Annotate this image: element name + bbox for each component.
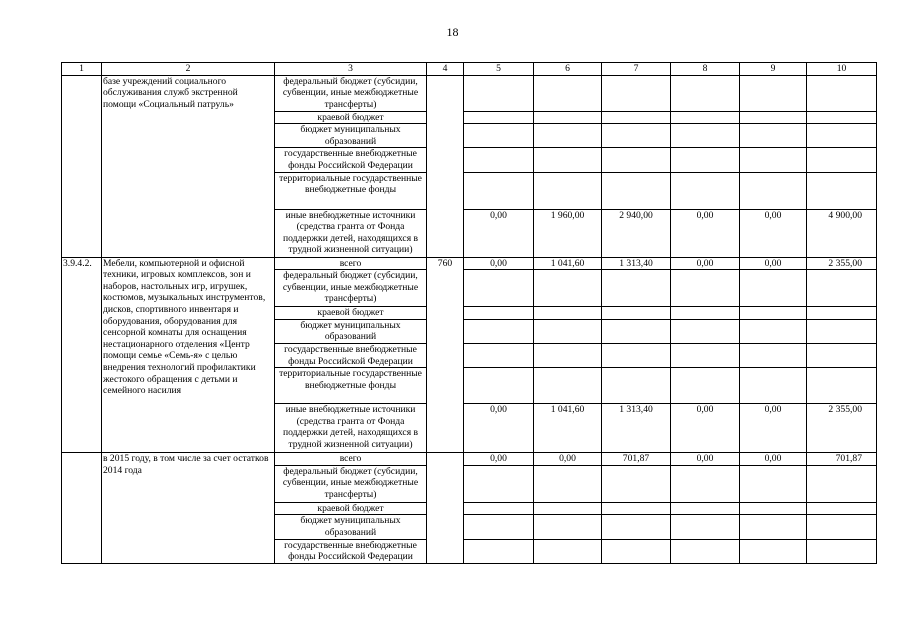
amount-cell-v6: [534, 465, 602, 502]
amount-cell-v7: [602, 75, 671, 111]
amount-cell-v5: 0,00: [464, 209, 534, 257]
amount-cell-v9: [740, 368, 807, 404]
column-header: 2: [102, 63, 275, 76]
amount-cell-v9: [740, 515, 807, 539]
amount-cell-v6: [534, 502, 602, 515]
amount-cell-v6: 1 041,60: [534, 257, 602, 270]
table-row: [62, 75, 877, 111]
amount-cell-v9: 0,00: [740, 453, 807, 466]
amount-cell-v5: 0,00: [464, 257, 534, 270]
amount-cell-v6: 0,00: [534, 453, 602, 466]
column-header: 3: [275, 63, 427, 76]
amount-cell-v9: [740, 270, 807, 307]
table-row: [62, 257, 877, 270]
amount-cell-v10: [807, 502, 877, 515]
funding-source: территориальные государственные внебюджетные фонды: [275, 368, 427, 404]
amount-cell-v9: [740, 539, 807, 563]
column-header: 10: [807, 63, 877, 76]
amount-cell-v10: [807, 124, 877, 148]
column-header: 9: [740, 63, 807, 76]
amount-cell-v9: [740, 75, 807, 111]
amount-cell-v8: [671, 172, 740, 209]
amount-cell-v10: [807, 368, 877, 404]
column-header: 1: [62, 63, 102, 76]
funding-source: бюджет муниципальных образований: [275, 515, 427, 539]
amount-cell-v5: [464, 515, 534, 539]
amount-cell-v8: [671, 75, 740, 111]
amount-cell-v6: [534, 75, 602, 111]
amount-cell-v9: 0,00: [740, 209, 807, 257]
amount-cell-v10: [807, 319, 877, 343]
amount-cell-v8: [671, 319, 740, 343]
funding-source: краевой бюджет: [275, 111, 427, 124]
amount-cell-v6: [534, 539, 602, 563]
funding-source: иные внебюджетные источники (средства гранта от Фонда поддержки детей, находящихся в трудной жизненной ситуации): [275, 404, 427, 453]
amount-cell-v10: [807, 75, 877, 111]
amount-cell-v10: [807, 343, 877, 367]
amount-cell-v6: [534, 343, 602, 367]
amount-cell-v8: [671, 502, 740, 515]
budget-table: [61, 62, 877, 564]
amount-cell-v5: [464, 539, 534, 563]
amount-cell-v9: [740, 111, 807, 124]
item-code: 3.9.4.2.: [62, 257, 102, 453]
amount-cell-v7: 2 940,00: [602, 209, 671, 257]
amount-cell-v5: 0,00: [464, 453, 534, 466]
item-description: базе учреждений социального обслуживания служб экстренной помощи «Социальный патруль»: [102, 75, 275, 257]
table-row: [62, 453, 877, 466]
amount-cell-v6: [534, 111, 602, 124]
amount-cell-v8: [671, 124, 740, 148]
amount-cell-v6: [534, 515, 602, 539]
amount-cell-v5: [464, 270, 534, 307]
amount-cell-v9: 0,00: [740, 404, 807, 453]
amount-cell-v8: [671, 368, 740, 404]
funding-source: государственные внебюджетные фонды Российской Федерации: [275, 343, 427, 367]
amount-cell-v5: 0,00: [464, 404, 534, 453]
amount-cell-v5: [464, 307, 534, 320]
amount-cell-v7: [602, 539, 671, 563]
amount-cell-v7: 1 313,40: [602, 404, 671, 453]
column-4-value: 760: [427, 257, 464, 453]
amount-cell-v10: [807, 111, 877, 124]
item-code: [62, 453, 102, 564]
item-code: [62, 75, 102, 257]
amount-cell-v9: [740, 307, 807, 320]
amount-cell-v8: [671, 111, 740, 124]
funding-source: государственные внебюджетные фонды Российской Федерации: [275, 148, 427, 172]
funding-source: бюджет муниципальных образований: [275, 124, 427, 148]
column-header: 7: [602, 63, 671, 76]
amount-cell-v6: [534, 124, 602, 148]
column-header: 8: [671, 63, 740, 76]
funding-source: федеральный бюджет (субсидии, субвенции, иные межбюджетные трансферты): [275, 270, 427, 307]
amount-cell-v10: 4 900,00: [807, 209, 877, 257]
amount-cell-v7: 1 313,40: [602, 257, 671, 270]
amount-cell-v8: [671, 148, 740, 172]
amount-cell-v7: [602, 270, 671, 307]
page-number: 18: [446, 25, 459, 39]
amount-cell-v7: [602, 148, 671, 172]
amount-cell-v6: [534, 172, 602, 209]
amount-cell-v10: [807, 515, 877, 539]
amount-cell-v7: [602, 172, 671, 209]
amount-cell-v7: [602, 343, 671, 367]
amount-cell-v8: 0,00: [671, 453, 740, 466]
column-4-value: [427, 453, 464, 564]
amount-cell-v6: 1 960,00: [534, 209, 602, 257]
column-header: 5: [464, 63, 534, 76]
amount-cell-v5: [464, 75, 534, 111]
amount-cell-v5: [464, 319, 534, 343]
amount-cell-v5: [464, 368, 534, 404]
amount-cell-v9: [740, 148, 807, 172]
amount-cell-v9: [740, 124, 807, 148]
column-header: 6: [534, 63, 602, 76]
funding-source: всего: [275, 257, 427, 270]
funding-source: краевой бюджет: [275, 307, 427, 320]
amount-cell-v10: [807, 148, 877, 172]
amount-cell-v8: [671, 307, 740, 320]
amount-cell-v10: 701,87: [807, 453, 877, 466]
amount-cell-v5: [464, 172, 534, 209]
amount-cell-v7: 701,87: [602, 453, 671, 466]
amount-cell-v7: [602, 368, 671, 404]
amount-cell-v7: [602, 111, 671, 124]
amount-cell-v8: 0,00: [671, 209, 740, 257]
amount-cell-v9: [740, 465, 807, 502]
amount-cell-v10: [807, 465, 877, 502]
amount-cell-v5: [464, 148, 534, 172]
funding-source: бюджет муниципальных образований: [275, 319, 427, 343]
amount-cell-v5: [464, 124, 534, 148]
amount-cell-v10: [807, 172, 877, 209]
amount-cell-v7: [602, 307, 671, 320]
amount-cell-v9: [740, 343, 807, 367]
amount-cell-v10: [807, 270, 877, 307]
funding-source: государственные внебюджетные фонды Российской Федерации: [275, 539, 427, 563]
amount-cell-v6: [534, 148, 602, 172]
amount-cell-v10: 2 355,00: [807, 257, 877, 270]
amount-cell-v8: 0,00: [671, 257, 740, 270]
funding-source: иные внебюджетные источники (средства гранта от Фонда поддержки детей, находящихся в трудной жизненной ситуации): [275, 209, 427, 257]
amount-cell-v7: [602, 515, 671, 539]
amount-cell-v7: [602, 124, 671, 148]
amount-cell-v5: [464, 111, 534, 124]
amount-cell-v10: [807, 307, 877, 320]
column-header: 4: [427, 63, 464, 76]
amount-cell-v8: [671, 343, 740, 367]
funding-source: всего: [275, 453, 427, 466]
amount-cell-v9: [740, 502, 807, 515]
amount-cell-v5: [464, 465, 534, 502]
amount-cell-v6: [534, 319, 602, 343]
amount-cell-v10: [807, 539, 877, 563]
funding-source: федеральный бюджет (субсидии, субвенции, иные межбюджетные трансферты): [275, 465, 427, 502]
amount-cell-v6: [534, 270, 602, 307]
amount-cell-v9: 0,00: [740, 257, 807, 270]
amount-cell-v9: [740, 319, 807, 343]
amount-cell-v8: [671, 515, 740, 539]
funding-source: территориальные государственные внебюджетные фонды: [275, 172, 427, 209]
amount-cell-v6: [534, 368, 602, 404]
item-description: Мебели, компьютерной и офисной техники, игровых комплексов, зон и наборов, настольных игр, игрушек, костюмов, музыкальных инструментов, дисков, спортивного инвентаря и оборудования, оборудования для сенсорной комнаты для оснащения нестационарного отделения «Центр помощи семье «Семь-я» с целью внедрения технологий профилактики жестокого обращения с детьми и семейного насилия: [102, 257, 275, 453]
item-description: в 2015 году, в том числе за счет остатков 2014 года: [102, 453, 275, 564]
amount-cell-v8: [671, 465, 740, 502]
funding-source: федеральный бюджет (субсидии, субвенции, иные межбюджетные трансферты): [275, 75, 427, 111]
amount-cell-v8: [671, 539, 740, 563]
amount-cell-v7: [602, 319, 671, 343]
amount-cell-v7: [602, 465, 671, 502]
amount-cell-v6: 1 041,60: [534, 404, 602, 453]
amount-cell-v8: 0,00: [671, 404, 740, 453]
amount-cell-v7: [602, 502, 671, 515]
amount-cell-v6: [534, 307, 602, 320]
column-4-value: [427, 75, 464, 257]
amount-cell-v9: [740, 172, 807, 209]
header-row: [62, 63, 877, 76]
amount-cell-v10: 2 355,00: [807, 404, 877, 453]
amount-cell-v5: [464, 502, 534, 515]
amount-cell-v5: [464, 343, 534, 367]
funding-source: краевой бюджет: [275, 502, 427, 515]
amount-cell-v8: [671, 270, 740, 307]
